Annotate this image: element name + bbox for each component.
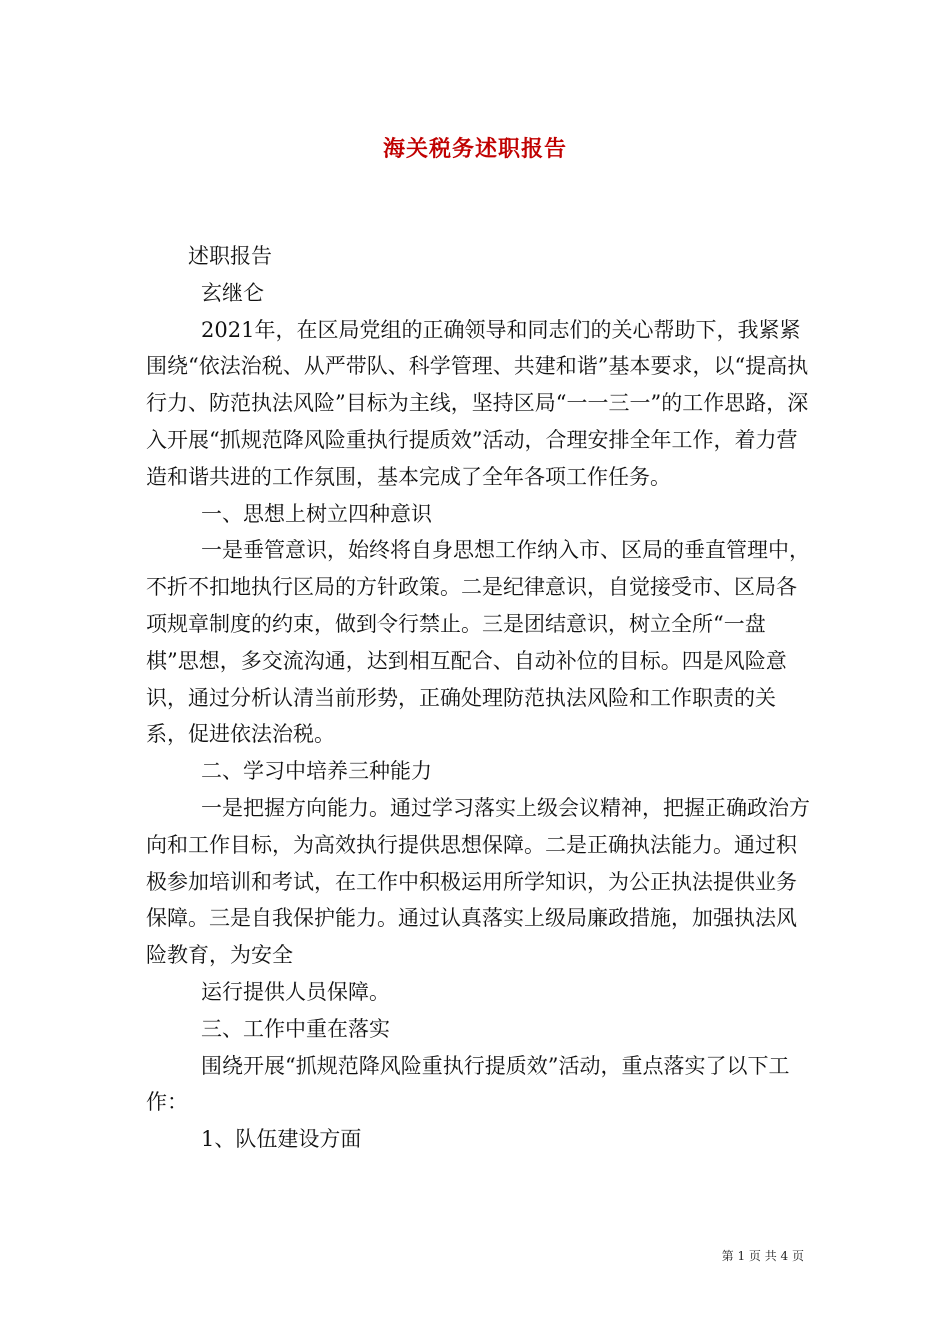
document-title: 海关税务述职报告 bbox=[382, 136, 567, 162]
document-body bbox=[146, 238, 810, 1158]
page-number: 第 1 页 共 4 页 bbox=[721, 1249, 804, 1263]
section-heading: 三、工作中重在落实 bbox=[201, 1016, 390, 1041]
section-heading: 二、学习中培养三种能力 bbox=[201, 759, 432, 784]
paragraph: 一是垂管意识，始终将自身思想工作纳入市、区局的垂直管理中，不折不扣地执行区局的方针政策。二是纪律意识，自觉接受市、区局各项规章制度的约束，做到令行禁止。三是团结意识，树立全所“一盘棋”思想，多交流沟通，达到相互配合、自动补位的目标。四是风险意识，通过分析认清当前形势，正确处理防范执法风险和工作职责的关系，促进依法治税。 bbox=[146, 538, 810, 747]
author-name: 玄继仑 bbox=[201, 280, 264, 305]
paragraph: 运行提供人员保障。 bbox=[201, 979, 390, 1004]
paragraph: 围绕开展“抓规范降风险重执行提质效”活动，重点落实了以下工作： bbox=[146, 1053, 790, 1115]
paragraph: 2021年，在区局党组的正确领导和同志们的关心帮助下，我紧紧围绕“依法治税、从严带队、科学管理、共建和谐”基本要求，以“提高执行力、防范执法风险”目标为主线，坚持区局“一一三一”的工作思路，深入开展“抓规范降风险重执行提质效”活动，合理安排全年工作，着力营造和谐共进的工作氛围，基本完成了全年各项工作任务。 bbox=[146, 317, 809, 489]
paragraph: 一是把握方向能力。通过学习落实上级会议精神，把握正确政治方向和工作目标，为高效执行提供思想保障。二是正确执法能力。通过积极参加培训和考试，在工作中积极运用所学知识，为公正执法提供业务保障。三是自我保护能力。通过认真落实上级局廉政措施，加强执法风险教育，为安全 bbox=[146, 795, 810, 968]
section-heading: 述职报告 bbox=[188, 244, 272, 268]
section-heading: 一、思想上树立四种意识 bbox=[201, 501, 432, 526]
subsection-heading: 1、队伍建设方面 bbox=[201, 1127, 362, 1152]
